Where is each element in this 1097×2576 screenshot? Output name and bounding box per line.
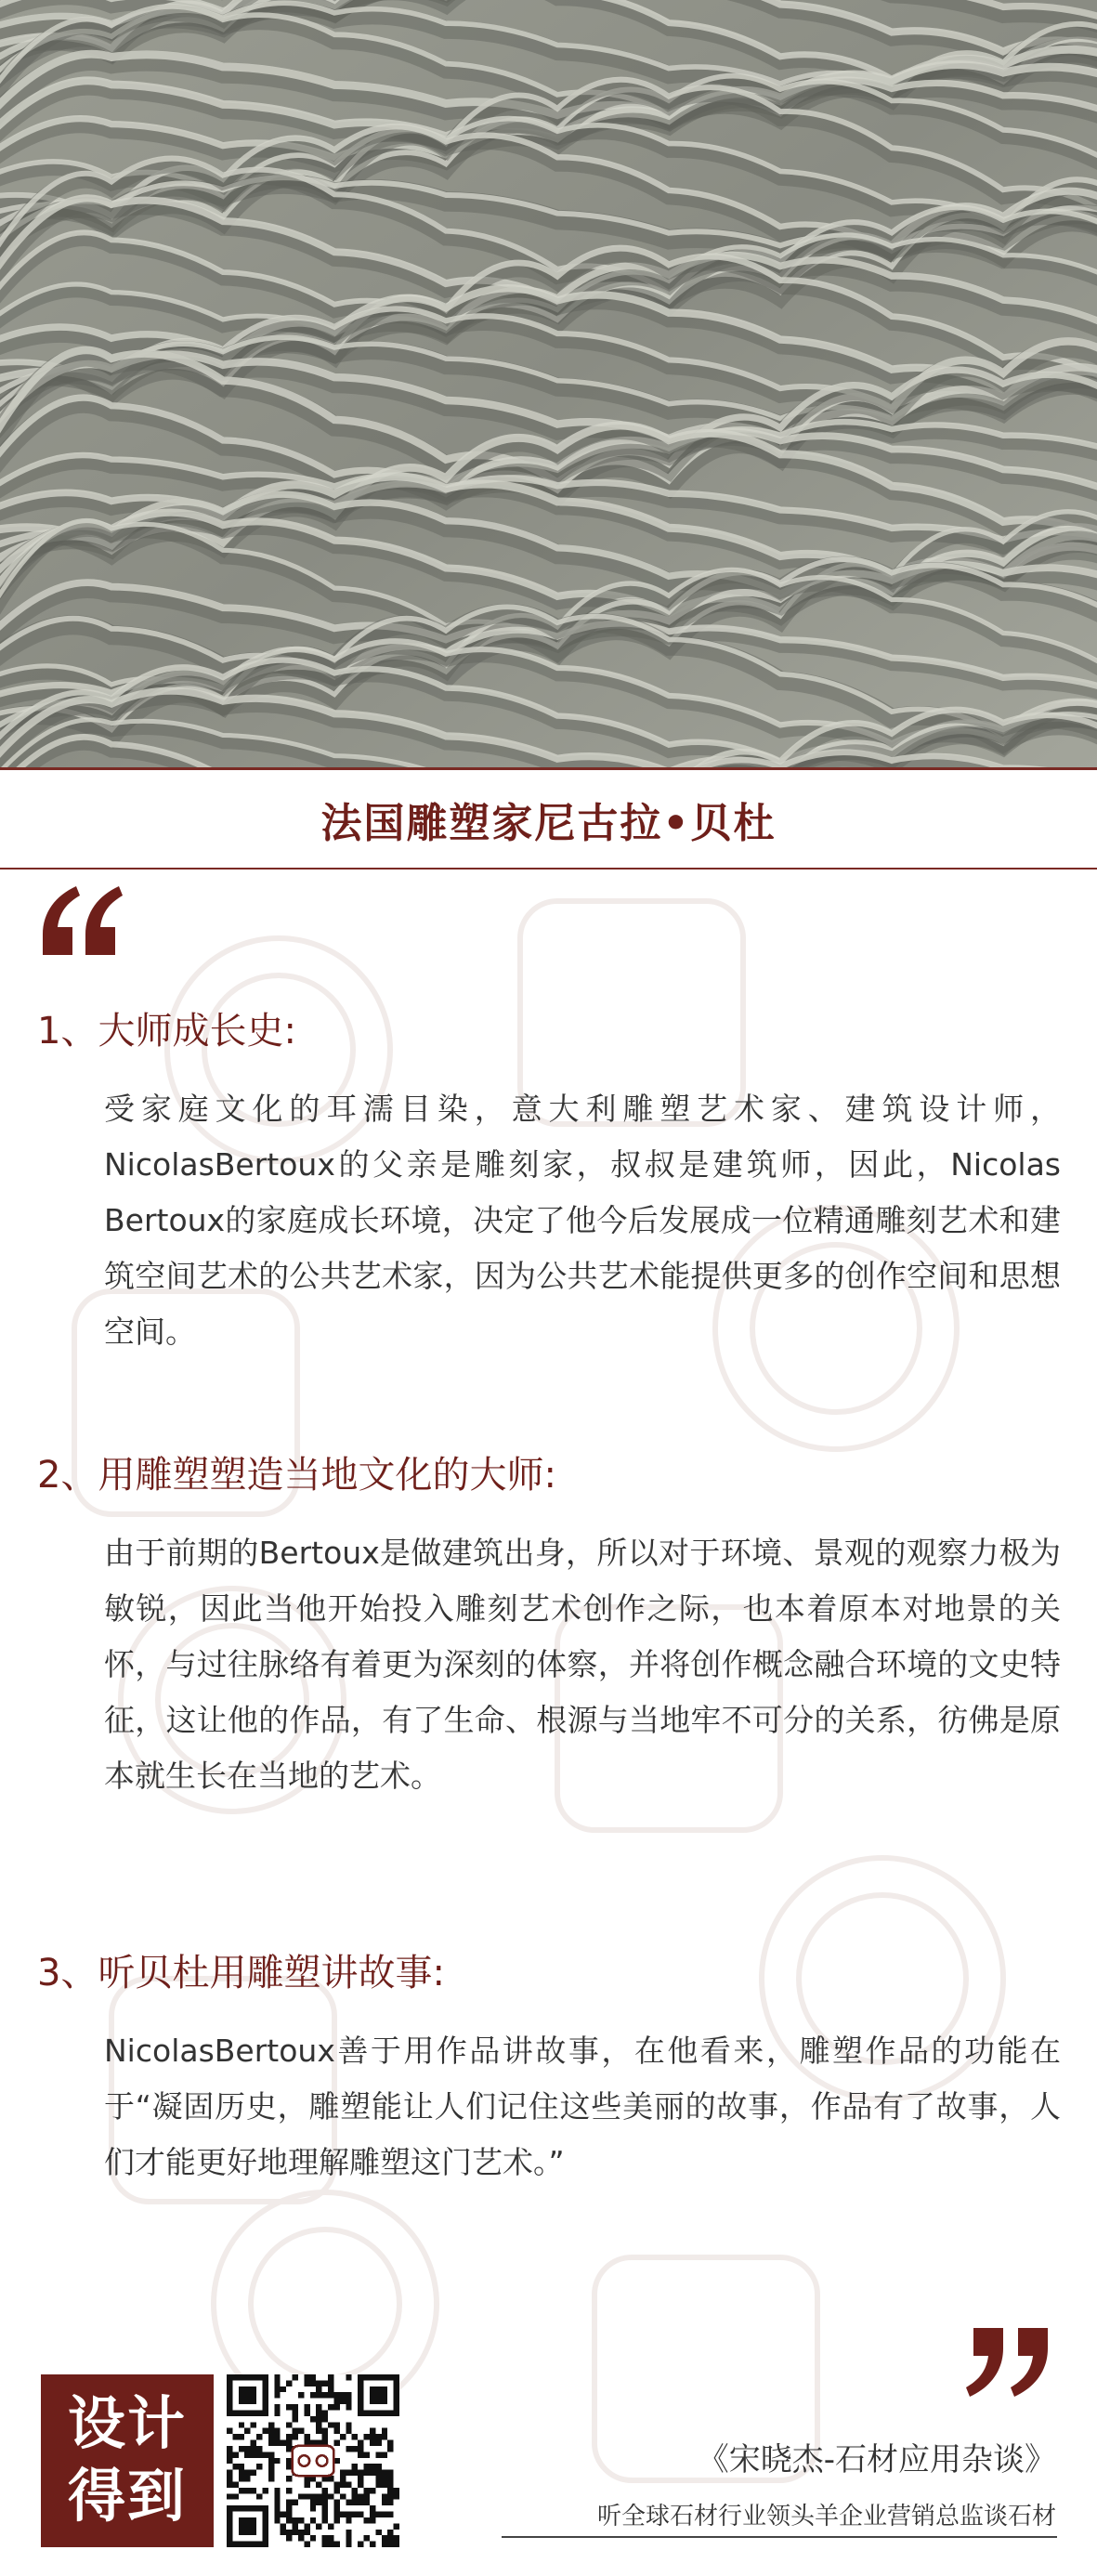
section-body: NicolasBertoux善于用作品讲故事，在他看来，雕塑作品的功能在于“凝固历史，雕塑能让人们记住这些美丽的故事，作品有了故事，人们才能更好地理解雕塑这门艺术。” [104,2033,1061,2180]
brand-logo [41,2374,214,2547]
open-quote-icon [39,883,123,957]
title-divider [0,868,1097,870]
magazine-tagline: 听全球石材行业领头羊企业营销总监谈石材 [596,2503,1056,2530]
section-growth [37,1005,1059,1360]
section-heading: 3、听贝杜用雕塑讲故事: [37,1952,445,1994]
section-culture [37,1449,1059,1804]
magazine-title: 《宋晓杰-石材应用杂谈》 [697,2441,1056,2478]
section-heading: 1、大师成长史: [37,1010,296,1053]
section-heading: 2、用雕塑塑造当地文化的大师: [37,1454,556,1497]
sculpture-photo [0,0,1097,767]
section-stories [37,1947,1059,2190]
logo-line-1: 设计 [67,2389,187,2457]
section-body: 由于前期的Bertoux是做建筑出身，所以对于环境、景观的观察力极为敏锐，因此当他开始投入雕刻艺术创作之际，也本着原本对地景的关怀，与过往脉络有着更为深刻的体察，并将创作概念融合环境的文史特征，这让他的作品，有了生命、根源与当地牢不可分的关系，彷佛是原本就生长在当地的艺术。 [104,1535,1061,1794]
logo-line-2: 得到 [67,2462,187,2530]
page-title: 法国雕塑家尼古拉•贝杜 [320,800,777,847]
hero-divider [0,767,1097,770]
qr-code-icon[interactable] [227,2374,399,2547]
section-body: 受家庭文化的耳濡目染，意大利雕塑艺术家、建筑设计师，NicolasBertoux的父亲是雕刻家，叔叔是建筑师，因此，Nicolas Bertoux的家庭成长环境，决定了他今后发展成一位精通雕刻艺术和建筑空间艺术的公共艺术家，因为公共艺术能提供更多的创作空间和思想空间。 [104,1091,1061,1350]
footer-divider [502,2536,1057,2538]
close-quote-icon [966,2326,1053,2400]
